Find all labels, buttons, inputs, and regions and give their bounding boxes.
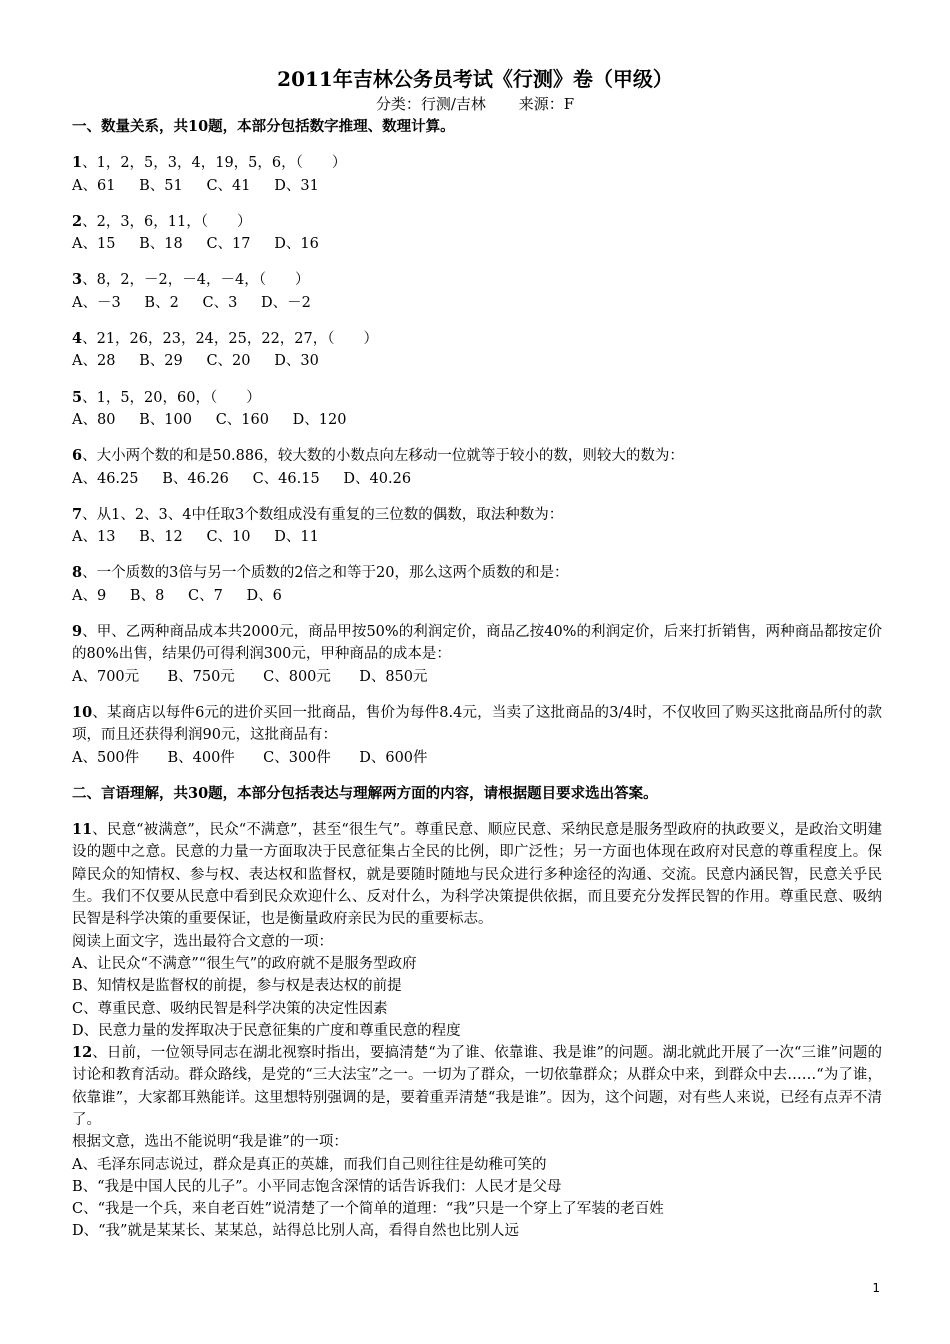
question-stem bbox=[72, 387, 882, 409]
question-prompt: 阅读上面文字，选出最符合文意的一项： bbox=[72, 933, 333, 950]
question-options: A、700元 B、750元 C、800元 D、850元 bbox=[72, 668, 428, 685]
question-options: A、13 B、12 C、10 D、11 bbox=[72, 529, 319, 546]
option-c: C、尊重民意、吸纳民智是科学决策的决定性因素 bbox=[72, 1000, 388, 1017]
question-stem bbox=[72, 328, 882, 350]
question-options: A、15 B、18 C、17 D、16 bbox=[72, 236, 319, 253]
source-label: 来源：F bbox=[518, 95, 575, 113]
question-options: A、9 B、8 C、7 D、6 bbox=[72, 587, 282, 604]
section-heading-quantitative: 一、数量关系，共10题，本部分包括数字推理、数理计算。 bbox=[72, 118, 455, 135]
question-number: 10 bbox=[72, 703, 93, 721]
option-b: B、“我是中国人民的儿子”。小平同志饱含深情的话告诉我们：人民才是父母 bbox=[72, 1178, 562, 1195]
question-number: 11 bbox=[72, 821, 93, 839]
document-body bbox=[72, 116, 882, 1243]
question-number: 4 bbox=[72, 330, 83, 348]
question-10 bbox=[72, 702, 882, 769]
question-text: 、民意“被满意”，民众“不满意”，甚至“很生气”。尊重民意、顺应民意、采纳民意是服务型政府的执政要义，是政治文明建设的题中之意。民意的力量一方面取决于民意征集占全民的比例，即广泛性；另一方面也体现在政府对民意的尊重程度上。保障民众的知情权、参与权、表达权和监督权，就是要随时随地与民众进行多种途径的沟通、交流。民意内涵民智，民意关乎民生。我们不仅要从民意中看到民众欢迎什么、反对什么，为科学决策提供依据，而且要充分发挥民智的作用。尊重民意、吸纳民智是科学决策的重要保证，也是衡量政府亲民为民的重要标志。 bbox=[72, 822, 882, 928]
question-number: 2 bbox=[72, 212, 83, 230]
question-text: 、8，2，－2，－4，－4，（ ） bbox=[82, 272, 310, 289]
question-text: 、1，5，20，60，（ ） bbox=[82, 389, 261, 406]
question-number: 6 bbox=[72, 447, 83, 465]
question-number: 3 bbox=[72, 271, 83, 289]
category-label: 分类：行测/吉林 bbox=[375, 95, 486, 113]
question-stem bbox=[72, 269, 882, 291]
option-a: A、毛泽东同志说过，群众是真正的英雄，而我们自己则往往是幼稚可笑的 bbox=[72, 1156, 547, 1173]
question-text: 、1，2，5，3，4，19，5，6，（ ） bbox=[82, 155, 347, 172]
question-2 bbox=[72, 211, 882, 256]
question-options: A、46.25 B、46.26 C、46.15 D、40.26 bbox=[72, 470, 412, 487]
question-number: 5 bbox=[72, 388, 83, 406]
section-heading-verbal: 二、言语理解，共30题，本部分包括表达与理解两方面的内容，请根据题目要求选出答案。 bbox=[72, 784, 658, 802]
question-stem bbox=[72, 152, 882, 174]
question-options: A、500件 B、400件 C、300件 D、600件 bbox=[72, 749, 428, 766]
question-1 bbox=[72, 152, 882, 197]
question-number: 12 bbox=[72, 1044, 93, 1062]
question-number: 1 bbox=[72, 154, 83, 172]
question-passage bbox=[72, 819, 882, 930]
question-12 bbox=[72, 1042, 882, 1243]
page-number: 1 bbox=[872, 1281, 880, 1295]
document-meta bbox=[0, 95, 950, 113]
document-title: 2011年吉林公务员考试《行测》卷（甲级） bbox=[277, 67, 673, 91]
question-number: 9 bbox=[72, 623, 83, 641]
question-number: 7 bbox=[72, 505, 83, 523]
question-text: 、从1、2、3、4中任取3个数组成没有重复的三位数的偶数，取法种数为： bbox=[82, 506, 564, 523]
question-6 bbox=[72, 445, 882, 490]
option-d: D、“我”就是某某长、某某总，站得总比别人高，看得自然也比别人远 bbox=[72, 1223, 519, 1240]
question-options: A、80 B、100 C、160 D、120 bbox=[72, 411, 347, 428]
option-c: C、“我是一个兵，来自老百姓”说清楚了一个简单的道理：“我”只是一个穿上了军装的老百姓 bbox=[72, 1201, 664, 1218]
question-stem bbox=[72, 504, 882, 526]
question-text: 、某商店以每件6元的进价买回一批商品，售价为每件8.4元，当卖了这批商品的3/4时，不仅收回了购买这批商品所付的款项，而且还获得利润90元，这批商品有： bbox=[72, 704, 882, 744]
option-b: B、知情权是监督权的前提，参与权是表达权的前提 bbox=[72, 978, 402, 995]
question-8 bbox=[72, 562, 882, 607]
question-5 bbox=[72, 387, 882, 432]
question-text: 、2，3，6，11，（ ） bbox=[82, 213, 252, 230]
question-passage bbox=[72, 1042, 882, 1131]
question-stem bbox=[72, 621, 882, 666]
question-stem bbox=[72, 445, 882, 467]
question-9 bbox=[72, 621, 882, 688]
question-text: 、甲、乙两种商品成本共2000元，商品甲按50%的利润定价，商品乙按40%的利润定价，后来打折销售，两种商品都按定价的80%出售，结果仍可得利润300元，甲种商品的成本是： bbox=[72, 624, 882, 663]
option-a: A、让民众“不满意”“很生气”的政府就不是服务型政府 bbox=[72, 955, 417, 972]
question-options: A、61 B、51 C、41 D、31 bbox=[72, 177, 319, 194]
question-3 bbox=[72, 269, 882, 314]
option-d: D、民意力量的发挥取决于民意征集的广度和尊重民意的程度 bbox=[72, 1022, 461, 1039]
question-stem bbox=[72, 562, 882, 584]
question-number: 8 bbox=[72, 564, 83, 582]
question-text: 、大小两个数的和是50.886，较大数的小数点向左移动一位就等于较小的数，则较大的数为： bbox=[82, 448, 684, 465]
question-7 bbox=[72, 504, 882, 549]
question-stem bbox=[72, 211, 882, 233]
question-text: 、一个质数的3倍与另一个质数的2倍之和等于20，那么这两个质数的和是： bbox=[82, 565, 569, 582]
question-11 bbox=[72, 819, 882, 1042]
question-4 bbox=[72, 328, 882, 373]
question-prompt: 根据文意，选出不能说明“我是谁”的一项： bbox=[72, 1134, 348, 1151]
question-options: A、－3 B、2 C、3 D、－2 bbox=[72, 294, 311, 311]
question-text: 、日前，一位领导同志在湖北视察时指出，要搞清楚“为了谁、依靠谁、我是谁”的问题。湖北就此开展了一次“三谁”问题的讨论和教育活动。群众路线，是党的“三大法宝”之一。一切为了群众，一切依靠群众；从群众中来，到群众中去……“为了谁，依靠谁”，大家都耳熟能详。这里想特别强调的是，要着重弄清楚“我是谁”。因为，这个问题，对有些人来说，已经有点弄不清了。 bbox=[72, 1045, 882, 1128]
question-stem bbox=[72, 702, 882, 747]
question-text: 、21，26，23，24，25，22，27，（ ） bbox=[82, 331, 378, 348]
question-options: A、28 B、29 C、20 D、30 bbox=[72, 353, 319, 370]
